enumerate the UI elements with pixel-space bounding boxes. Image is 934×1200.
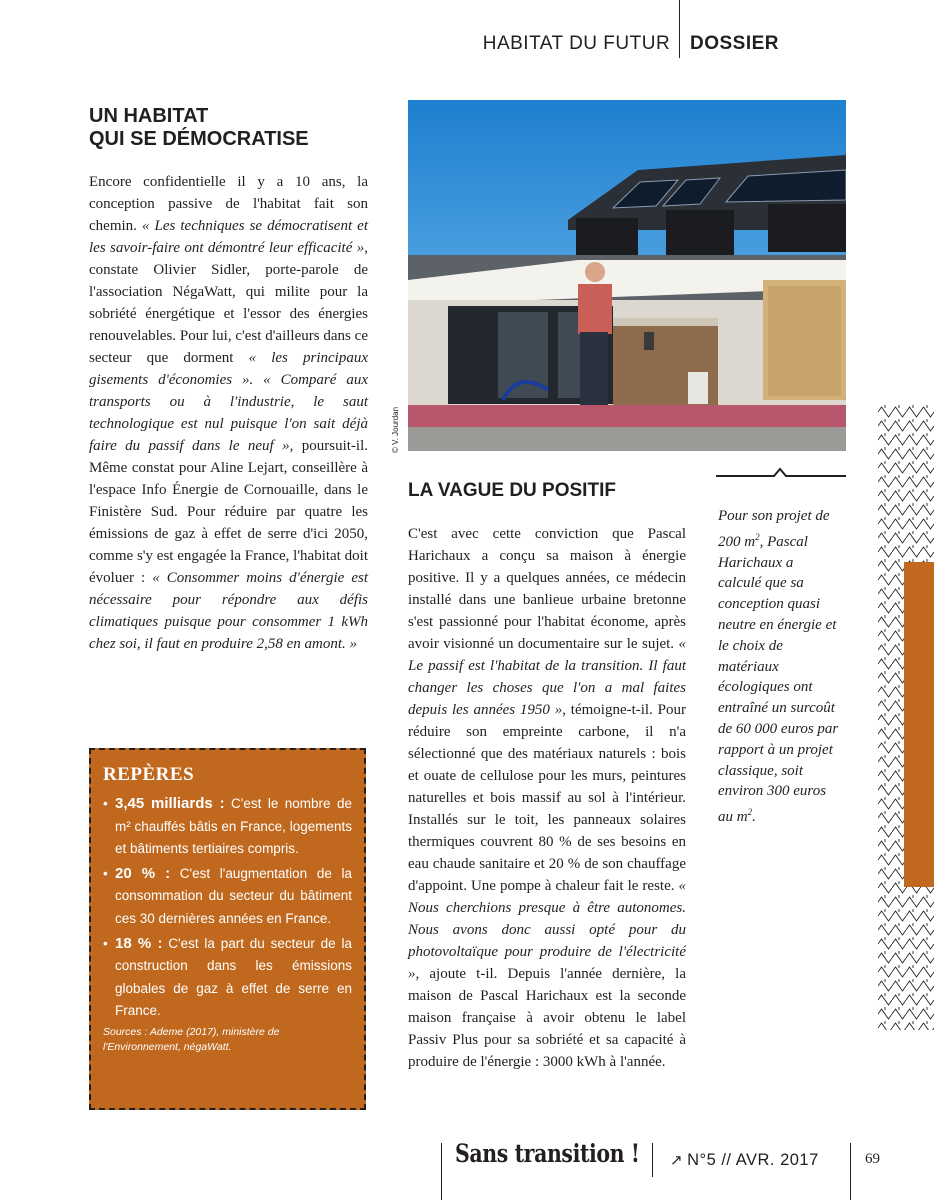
text-run: C'est avec cette conviction que Pascal Harichaux a conçu sa maison à énergie positive. Il y a quelques années, ce médecin installé dans une banlieue urbaine bretonne s'est passionné pour l'habitat économe, après avoir visionné un documentaire sur le sujet. bbox=[408, 526, 686, 652]
stat-value: 20 % : bbox=[115, 864, 171, 882]
superscript: 2 bbox=[755, 531, 760, 542]
left-body-text bbox=[89, 171, 368, 655]
text-run: , témoigne-t-il. Pour réduire son empreinte carbone, il n'a sélectionné que des matériaux naturels : bois et ouate de cellulose pour les murs, peintures naturelles et bois massif au sol à l'intérieur. Installés sur le toit, les panneaux solaires thermiques couvrent 80 % de ses besoins en eau chaude sanitaire et 20 % de son chauffage d'appoint. Une pompe à chaleur fait le reste. bbox=[408, 702, 686, 894]
arrow-icon: ↗ bbox=[670, 1152, 684, 1169]
dossier-label: DOSSIER bbox=[689, 33, 779, 54]
list-item bbox=[103, 933, 352, 1023]
left-paragraph bbox=[89, 171, 368, 655]
page-number: 69 bbox=[865, 1151, 880, 1167]
list-item bbox=[103, 863, 352, 931]
reperes-box bbox=[89, 748, 366, 1110]
text-run: , poursuit-il. Même constat pour Aline Lejart, conseillère à l'espace Info Énergie de Cornouaille, dans le Finistère Sud. Pour réduire par quatre les émissions de gaz à effet de serre d'ici 2050, comme s'y est engagée la France, l'habitat doit évoluer : bbox=[89, 438, 368, 586]
quote: « les principaux gisements d'économies ». bbox=[89, 350, 369, 388]
text-run: , constate Olivier Sidler, porte-parole de l'association NégaWatt, qui milite pour la sobriété énergétique et l'essor des énergies renouvelables. Pour lui, c'est d'ailleurs dans ce secteur que dorment bbox=[89, 240, 368, 366]
right-heading: LA VAGUE DU POSITIF bbox=[408, 480, 616, 501]
stat-text: C'est la part du secteur de la construction dans les émissions globales de gaz à effet de serre en France. bbox=[115, 935, 353, 1019]
quote: « Comparé aux transports ou à l'industrie, le saut technologique est nul puisque l'on sait déjà faire du passif dans le neuf » bbox=[89, 372, 368, 454]
photo-credit: © V. Jourdan bbox=[391, 406, 400, 453]
text-run: . bbox=[752, 809, 756, 826]
footer-divider-left bbox=[441, 1143, 442, 1200]
issue-info bbox=[670, 1151, 819, 1170]
section-tab bbox=[904, 562, 934, 887]
house-photo-illustration bbox=[408, 100, 846, 451]
right-body-text bbox=[408, 523, 686, 1073]
issue-number: N°5 // AVR. 2017 bbox=[687, 1151, 819, 1169]
left-heading-line1: UN HABITAT bbox=[89, 105, 209, 127]
house-photo bbox=[408, 100, 846, 451]
stat-text: C'est l'augmentation de la consommation du secteur du bâtiment ces 30 dernières années en France. bbox=[115, 865, 352, 926]
stat-value: 3,45 milliards : bbox=[115, 795, 225, 812]
stat-value: 18 % : bbox=[115, 934, 163, 952]
quote: « Nous cherchions presque à être autonomes. Nous avons donc aussi opté pour du photovoltaïque pour produire de l'électricité » bbox=[408, 878, 686, 982]
reperes-list bbox=[103, 793, 352, 1023]
sources-note: Sources : Ademe (2017), ministère de l'Environnement, négaWatt. bbox=[103, 1025, 280, 1053]
text-run: , ajoute t-il. Depuis l'année dernière, la maison de Pascal Harichaux est la seconde maison française à avoir obtenu le label Passiv Plus pour sa sobriété et sa capacité à produire de l'énergie : 3000 kWh à l'année. bbox=[408, 966, 686, 1070]
side-caption bbox=[718, 506, 840, 828]
quote: « Consommer moins d'énergie est nécessaire pour répondre aux défis climatiques puisque pour consommer 1 kWh chez soi, il faut en produire 2,58 en amont. » bbox=[89, 570, 368, 652]
text-run: Pour son projet de 200 m bbox=[718, 508, 830, 550]
quote: « Les techniques se démocratisent et les savoir-faire ont démontré leur efficacité » bbox=[89, 218, 368, 256]
left-heading bbox=[89, 105, 379, 151]
running-header bbox=[483, 33, 779, 55]
magazine-name: Sans transition ! bbox=[455, 1139, 640, 1168]
stat-text: C'est le nombre de m² chauffés bâtis en France, logements et bâtiments tertiaires compris. bbox=[115, 796, 353, 857]
left-heading-line2: QUI SE DÉMOCRATISE bbox=[89, 128, 309, 150]
footer-divider-middle bbox=[652, 1143, 653, 1177]
reperes-title: REPÈRES bbox=[103, 764, 195, 785]
superscript: 2 bbox=[747, 807, 753, 818]
section-title: HABITAT DU FUTUR bbox=[482, 33, 671, 54]
list-item bbox=[103, 793, 352, 861]
right-paragraph bbox=[408, 523, 686, 1073]
footer-divider-right bbox=[850, 1143, 851, 1200]
quote: « Le passif est l'habitat de la transition. Il faut changer les choses que l'on a mal faites depuis les années 1950 » bbox=[408, 636, 686, 718]
divider-ornament bbox=[716, 466, 846, 480]
text-run: Encore confidentielle il y a 10 ans, la conception passive de l'habitat fait son chemin. bbox=[89, 174, 368, 234]
text-run: , Pascal Harichaux a calculé que sa conception quasi neutre en énergie et le choix de matériaux écologiques ont entraîné un surcoût de 60 000 euros par rapport à un projet classique, soit environ 300 euros au m bbox=[718, 533, 839, 826]
